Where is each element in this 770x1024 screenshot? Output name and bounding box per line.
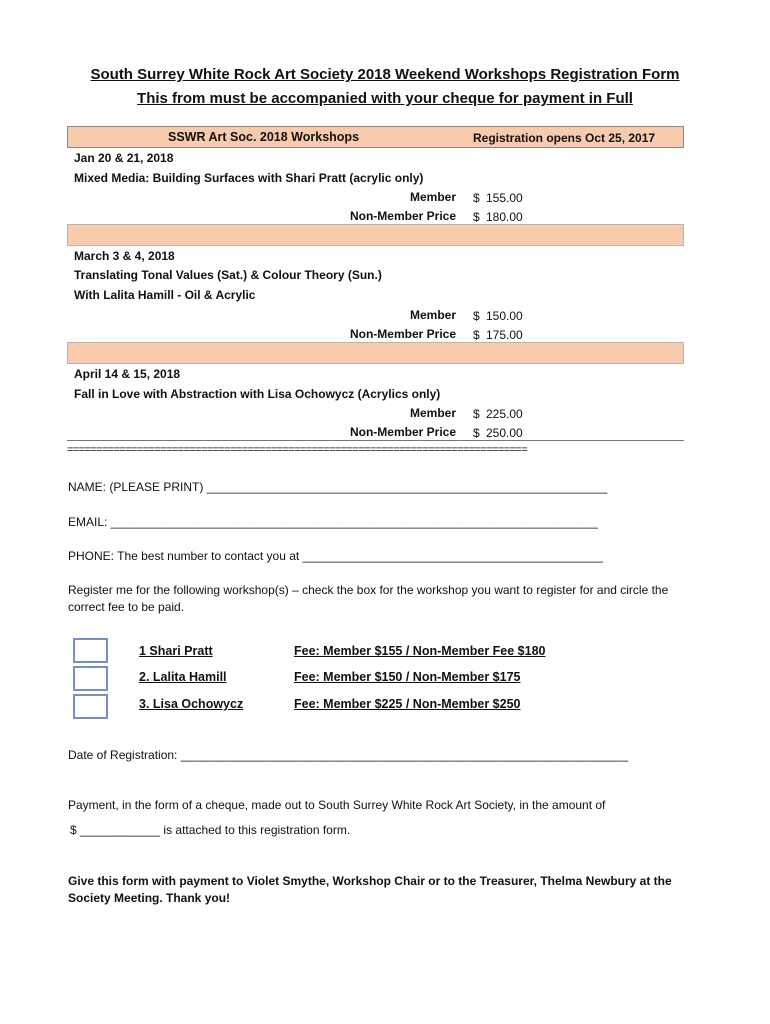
table-header (67, 126, 684, 148)
currency-symbol: $ (473, 191, 480, 205)
workshop-date: April 14 & 15, 2018 (74, 367, 181, 381)
nonmember-price: 180.00 (486, 210, 523, 224)
currency-symbol: $ (473, 210, 480, 224)
member-price: 150.00 (486, 309, 523, 323)
workshop-title: Fall in Love with Abstraction with Lisa Ochowycz (Acrylics only) (74, 387, 441, 401)
workshop-date: March 3 & 4, 2018 (74, 249, 175, 263)
workshop-instructor: With Lalita Hamill - Oil & Acrylic (74, 288, 256, 302)
amount-field[interactable]: $ ____________ is attached to this registration form. (70, 823, 351, 837)
workshop-3-checkbox[interactable] (73, 694, 108, 719)
divider-line: =============================================================================== (67, 444, 528, 456)
table-header-registration-opens: Registration opens Oct 25, 2017 (473, 131, 656, 145)
date-of-registration-field[interactable]: Date of Registration: ___________________________________________________________________ (68, 748, 628, 762)
form-subtitle: This from must be accompanied with your cheque for payment in Full (137, 90, 633, 107)
option-3-fee: Fee: Member $225 / Non-Member $250 (294, 697, 521, 711)
currency-symbol: $ (473, 309, 480, 323)
member-price: 155.00 (486, 191, 523, 205)
workshop-2-checkbox[interactable] (73, 666, 108, 691)
option-2-name: 2. Lalita Hamill (139, 670, 227, 684)
table-header-workshops: SSWR Art Soc. 2018 Workshops (168, 130, 360, 144)
option-1-fee: Fee: Member $155 / Non-Member Fee $180 (294, 644, 546, 658)
register-instructions: Register me for the following workshop(s) – check the box for the workshop you want to register for and circle the correct fee to be paid. (68, 583, 669, 614)
member-label: Member (409, 308, 456, 322)
workshop-title: Translating Tonal Values (Sat.) & Colour Theory (Sun.) (74, 268, 382, 282)
phone-field[interactable]: PHONE: The best number to contact you at _____________________________________________ (68, 549, 603, 563)
nonmember-label: Non-Member Price (349, 209, 456, 223)
name-field[interactable]: NAME: (PLEASE PRINT) ____________________________________________________________ (68, 480, 608, 494)
form-title: South Surrey White Rock Art Society 2018 Weekend Workshops Registration Form (90, 66, 680, 83)
nonmember-label: Non-Member Price (349, 327, 456, 341)
option-2-fee: Fee: Member $150 / Non-Member $175 (294, 670, 521, 684)
row-separator-band (67, 224, 684, 246)
workshop-title: Mixed Media: Building Surfaces with Shari Pratt (acrylic only) (74, 171, 424, 185)
closing-note: Give this form with payment to Violet Smythe, Workshop Chair or to the Treasurer, Thelma Newbury at the Society Meeting. Thank you! (68, 874, 672, 905)
member-price: 225.00 (486, 407, 523, 421)
nonmember-price: 175.00 (486, 328, 523, 342)
payment-text: Payment, in the form of a cheque, made out to South Surrey White Rock Art Society, in the amount of (68, 798, 606, 812)
currency-symbol: $ (473, 426, 480, 440)
option-3-name: 3. Lisa Ochowycz (139, 697, 244, 711)
email-field[interactable]: EMAIL: _________________________________________________________________________ (68, 515, 598, 529)
row-separator-band (67, 342, 684, 364)
currency-symbol: $ (473, 328, 480, 342)
workshop-date: Jan 20 & 21, 2018 (74, 151, 174, 165)
nonmember-label: Non-Member Price (349, 425, 456, 439)
table-bottom-rule (67, 440, 684, 441)
member-label: Member (409, 190, 456, 204)
workshop-1-checkbox[interactable] (73, 638, 108, 663)
option-1-name: 1 Shari Pratt (139, 644, 213, 658)
member-label: Member (409, 406, 456, 420)
nonmember-price: 250.00 (486, 426, 523, 440)
currency-symbol: $ (473, 407, 480, 421)
